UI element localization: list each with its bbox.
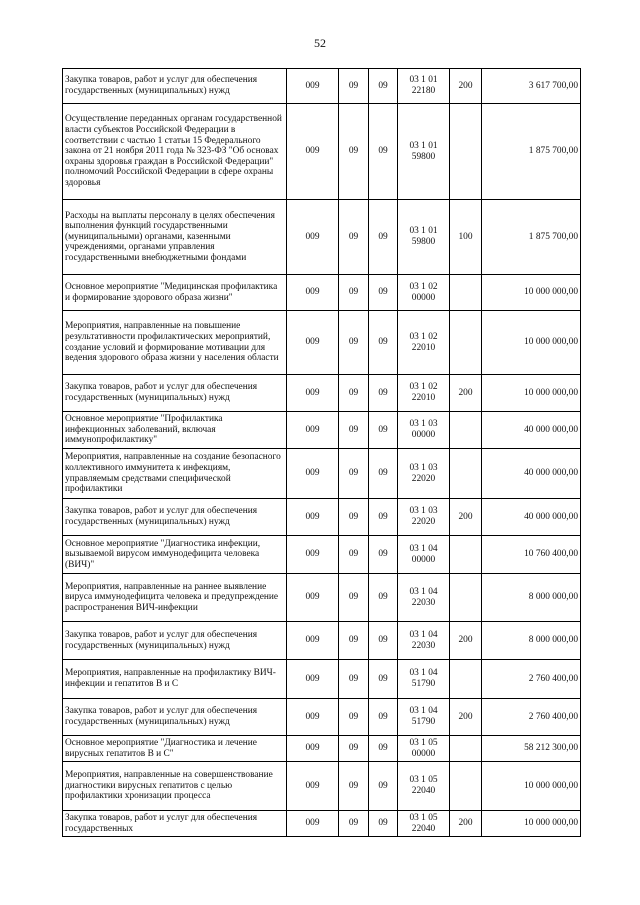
row-target-article: 03 1 05 22040	[398, 811, 450, 837]
row-ministry-code: 009	[287, 811, 339, 837]
row-ministry-code: 009	[287, 375, 339, 412]
row-amount: 40 000 000,00	[482, 412, 581, 449]
row-section-code: 09	[339, 736, 369, 762]
row-name: Мероприятия, направленные на профилактику ВИЧ-инфекции и гепатитов В и С	[63, 660, 287, 699]
row-expense-type	[450, 536, 482, 574]
row-name: Основное мероприятие "Диагностика и лечение вирусных гепатитов В и С"	[63, 736, 287, 762]
table-row	[63, 200, 581, 275]
row-ministry-code: 009	[287, 412, 339, 449]
row-ministry-code: 009	[287, 69, 339, 104]
row-expense-type: 200	[450, 499, 482, 536]
table-row	[63, 449, 581, 499]
row-amount: 8 000 000,00	[482, 574, 581, 622]
row-ministry-code: 009	[287, 104, 339, 200]
row-section-code: 09	[339, 275, 369, 311]
table-row	[63, 104, 581, 200]
row-ministry-code: 009	[287, 622, 339, 660]
row-section-code: 09	[339, 499, 369, 536]
row-section-code: 09	[339, 449, 369, 499]
row-name: Закупка товаров, работ и услуг для обеспечения государственных (муниципальных) нужд	[63, 622, 287, 660]
row-expense-type	[450, 574, 482, 622]
row-expense-type: 200	[450, 811, 482, 837]
row-subsection-code: 09	[369, 699, 398, 736]
row-subsection-code: 09	[369, 499, 398, 536]
row-section-code: 09	[339, 574, 369, 622]
row-target-article: 03 1 01 59800	[398, 104, 450, 200]
table-row	[63, 699, 581, 736]
row-expense-type	[450, 412, 482, 449]
row-expense-type	[450, 736, 482, 762]
row-name: Мероприятия, направленные на повышение результативности профилактических мероприятий, создание условий и формирование мотивации для ведения здорового образа жизни у населения области	[63, 311, 287, 375]
row-expense-type	[450, 311, 482, 375]
row-subsection-code: 09	[369, 449, 398, 499]
row-ministry-code: 009	[287, 574, 339, 622]
table-row	[63, 412, 581, 449]
table-row	[63, 811, 581, 837]
row-subsection-code: 09	[369, 311, 398, 375]
row-amount: 10 760 400,00	[482, 536, 581, 574]
row-subsection-code: 09	[369, 412, 398, 449]
row-name: Закупка товаров, работ и услуг для обеспечения государственных (муниципальных) нужд	[63, 699, 287, 736]
row-ministry-code: 009	[287, 536, 339, 574]
row-amount: 1 875 700,00	[482, 200, 581, 275]
row-subsection-code: 09	[369, 622, 398, 660]
row-subsection-code: 09	[369, 660, 398, 699]
table-row	[63, 375, 581, 412]
row-amount: 3 617 700,00	[482, 69, 581, 104]
row-target-article: 03 1 02 00000	[398, 275, 450, 311]
row-target-article: 03 1 04 22030	[398, 622, 450, 660]
row-name: Закупка товаров, работ и услуг для обеспечения государственных (муниципальных) нужд	[63, 375, 287, 412]
row-name: Основное мероприятие "Профилактика инфекционных заболеваний, включая иммунопрофилактику"	[63, 412, 287, 449]
row-amount: 2 760 400,00	[482, 699, 581, 736]
row-subsection-code: 09	[369, 375, 398, 412]
row-expense-type	[450, 660, 482, 699]
row-subsection-code: 09	[369, 69, 398, 104]
row-target-article: 03 1 04 22030	[398, 574, 450, 622]
row-amount: 10 000 000,00	[482, 275, 581, 311]
row-subsection-code: 09	[369, 536, 398, 574]
budget-table	[62, 68, 581, 837]
row-section-code: 09	[339, 811, 369, 837]
row-section-code: 09	[339, 104, 369, 200]
row-amount: 10 000 000,00	[482, 311, 581, 375]
row-amount: 10 000 000,00	[482, 811, 581, 837]
row-target-article: 03 1 01 22180	[398, 69, 450, 104]
row-section-code: 09	[339, 412, 369, 449]
table-row	[63, 275, 581, 311]
row-section-code: 09	[339, 762, 369, 811]
row-expense-type: 200	[450, 69, 482, 104]
row-ministry-code: 009	[287, 200, 339, 275]
row-name: Осуществление переданных органам государственной власти субъектов Российской Федерации в соответствии с частью 1 статьи 15 Федерального закона от 21 ноября 2011 года № 323-ФЗ "Об основах охраны здоровья граждан в Российской Федерации" полномочий Российской Федерации в сфере охраны здоровья	[63, 104, 287, 200]
row-expense-type: 200	[450, 699, 482, 736]
row-section-code: 09	[339, 69, 369, 104]
row-section-code: 09	[339, 660, 369, 699]
row-target-article: 03 1 04 51790	[398, 660, 450, 699]
row-target-article: 03 1 05 22040	[398, 762, 450, 811]
row-target-article: 03 1 04 51790	[398, 699, 450, 736]
row-target-article: 03 1 02 22010	[398, 311, 450, 375]
row-section-code: 09	[339, 536, 369, 574]
row-target-article: 03 1 05 00000	[398, 736, 450, 762]
row-subsection-code: 09	[369, 811, 398, 837]
row-expense-type	[450, 275, 482, 311]
row-expense-type	[450, 762, 482, 811]
row-target-article: 03 1 03 00000	[398, 412, 450, 449]
row-name: Мероприятия, направленные на создание безопасного коллективного иммунитета к инфекциям, управляемым средствами специфической профилактики	[63, 449, 287, 499]
row-subsection-code: 09	[369, 275, 398, 311]
row-amount: 40 000 000,00	[482, 499, 581, 536]
row-subsection-code: 09	[369, 574, 398, 622]
row-target-article: 03 1 03 22020	[398, 449, 450, 499]
row-subsection-code: 09	[369, 104, 398, 200]
row-expense-type: 200	[450, 375, 482, 412]
row-name: Закупка товаров, работ и услуг для обеспечения государственных	[63, 811, 287, 837]
row-name: Расходы на выплаты персоналу в целях обеспечения выполнения функций государственными (муниципальными) органами, казенными учреждениями, органами управления государственными внебюджетными фондами	[63, 200, 287, 275]
row-ministry-code: 009	[287, 275, 339, 311]
row-target-article: 03 1 03 22020	[398, 499, 450, 536]
row-amount: 2 760 400,00	[482, 660, 581, 699]
row-name: Мероприятия, направленные на совершенствование диагностики вирусных гепатитов с целью профилактики хронизации процесса	[63, 762, 287, 811]
row-target-article: 03 1 04 00000	[398, 536, 450, 574]
row-name: Закупка товаров, работ и услуг для обеспечения государственных (муниципальных) нужд	[63, 69, 287, 104]
row-ministry-code: 009	[287, 762, 339, 811]
table-row	[63, 736, 581, 762]
row-ministry-code: 009	[287, 449, 339, 499]
row-section-code: 09	[339, 699, 369, 736]
table-row	[63, 69, 581, 104]
row-name: Мероприятия, направленные на раннее выявление вируса иммунодефицита человека и предупреждение распространения ВИЧ-инфекции	[63, 574, 287, 622]
table-row	[63, 499, 581, 536]
table-row	[63, 536, 581, 574]
row-ministry-code: 009	[287, 699, 339, 736]
row-subsection-code: 09	[369, 736, 398, 762]
row-amount: 58 212 300,00	[482, 736, 581, 762]
table-row	[63, 622, 581, 660]
table-row	[63, 660, 581, 699]
row-name: Основное мероприятие "Диагностика инфекции, вызываемой вирусом иммунодефицита человека (ВИЧ)"	[63, 536, 287, 574]
row-section-code: 09	[339, 311, 369, 375]
row-expense-type	[450, 449, 482, 499]
row-ministry-code: 009	[287, 736, 339, 762]
row-ministry-code: 009	[287, 311, 339, 375]
row-subsection-code: 09	[369, 762, 398, 811]
row-amount: 40 000 000,00	[482, 449, 581, 499]
row-target-article: 03 1 02 22010	[398, 375, 450, 412]
row-section-code: 09	[339, 622, 369, 660]
row-amount: 10 000 000,00	[482, 762, 581, 811]
row-expense-type	[450, 104, 482, 200]
table-row	[63, 762, 581, 811]
budget-table-body	[63, 69, 581, 837]
row-expense-type: 200	[450, 622, 482, 660]
row-target-article: 03 1 01 59800	[398, 200, 450, 275]
row-amount: 10 000 000,00	[482, 375, 581, 412]
row-name: Основное мероприятие "Медицинская профилактика и формирование здорового образа жизни"	[63, 275, 287, 311]
row-section-code: 09	[339, 375, 369, 412]
row-name: Закупка товаров, работ и услуг для обеспечения государственных (муниципальных) нужд	[63, 499, 287, 536]
table-row	[63, 311, 581, 375]
page-number: 52	[314, 36, 326, 50]
table-row	[63, 574, 581, 622]
row-section-code: 09	[339, 200, 369, 275]
row-ministry-code: 009	[287, 499, 339, 536]
row-ministry-code: 009	[287, 660, 339, 699]
row-subsection-code: 09	[369, 200, 398, 275]
row-expense-type: 100	[450, 200, 482, 275]
row-amount: 1 875 700,00	[482, 104, 581, 200]
row-amount: 8 000 000,00	[482, 622, 581, 660]
